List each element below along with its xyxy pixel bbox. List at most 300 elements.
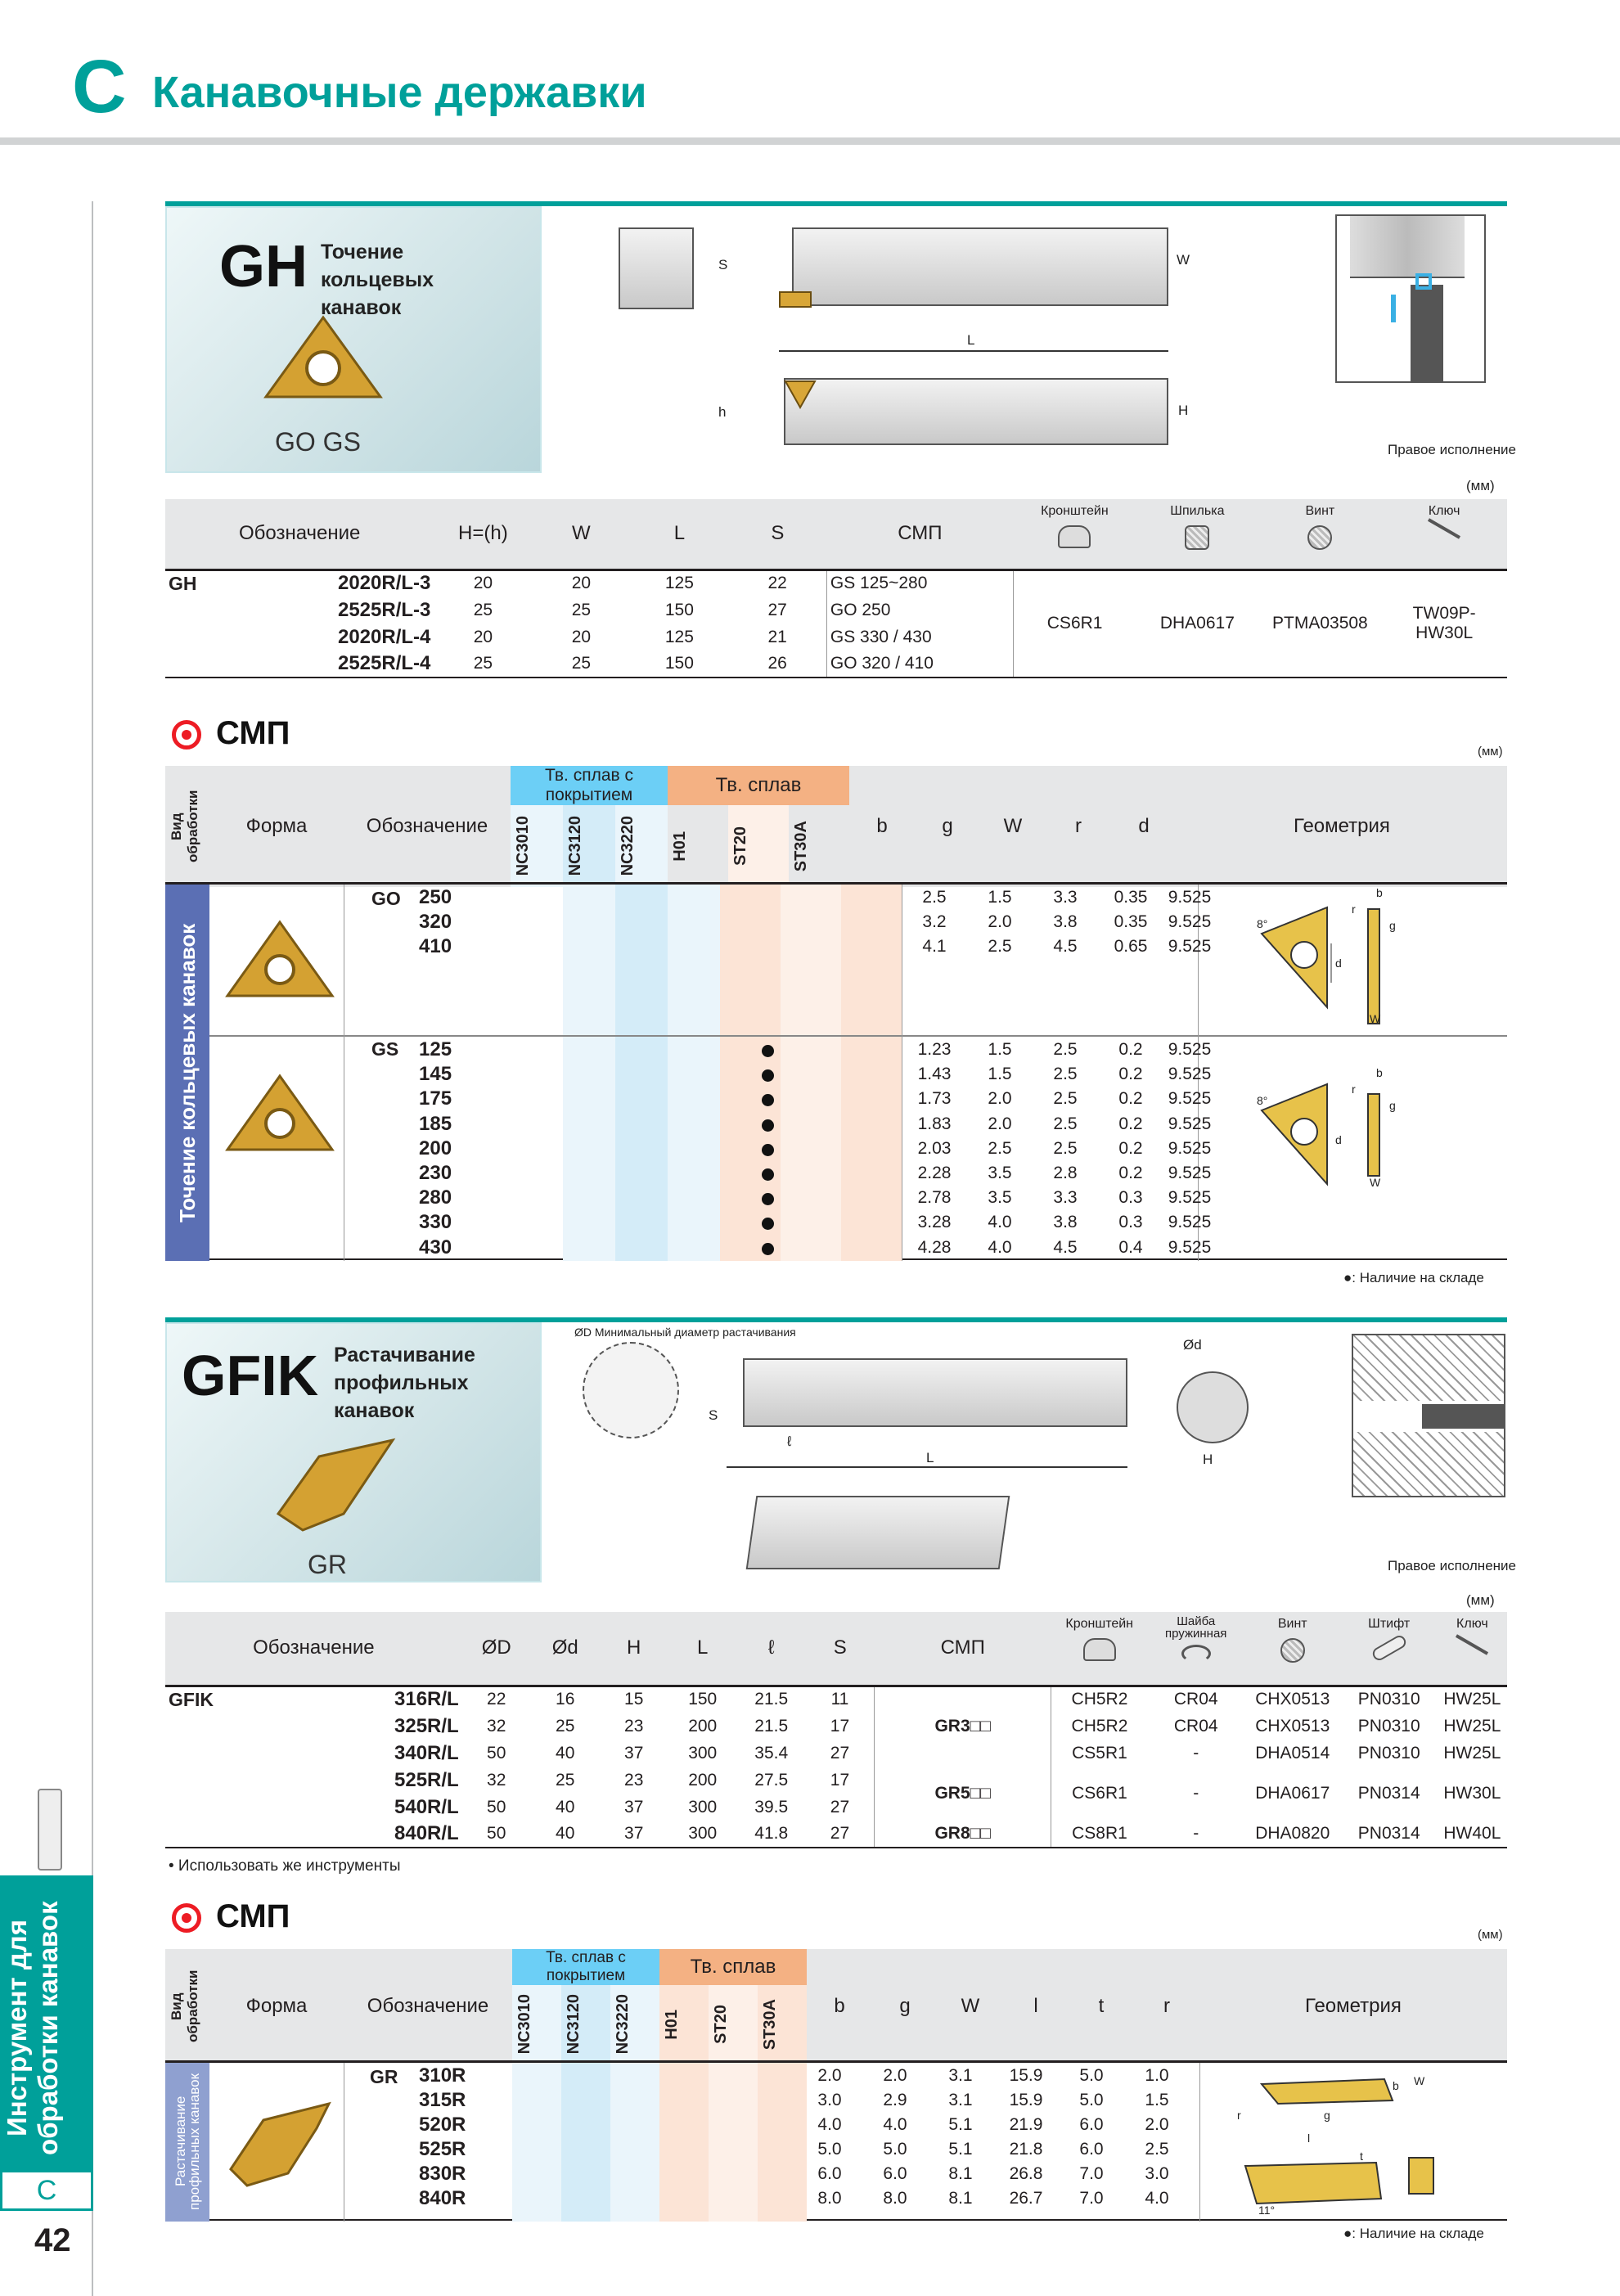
gfik-dim-L-line <box>727 1466 1127 1468</box>
gfik-row-screw: DHA0514 <box>1255 1743 1330 1763</box>
gh-row-H: 20 <box>473 627 493 646</box>
smp2-unit: (мм) <box>1478 1928 1503 1942</box>
gs-geom-r: r <box>1352 1083 1356 1096</box>
insert-r: 0.2 <box>1118 1114 1143 1133</box>
smp2-grade: NC3120 <box>565 1994 583 2055</box>
gfik-group5-screw: DHA0617 <box>1255 1784 1330 1803</box>
gh-h-H: H=(h) <box>434 499 532 569</box>
gfik-group5-washer: - <box>1193 1784 1199 1803</box>
insert-d: 9.525 <box>1168 1089 1212 1109</box>
insert-b: 1.73 <box>917 1089 952 1109</box>
insert-row <box>165 934 1212 958</box>
gr-geom-t: t <box>1360 2150 1363 2163</box>
gfik-row-L: 200 <box>688 1770 718 1790</box>
gfik-row-key: HW25L <box>1443 1716 1501 1736</box>
smp1-title: СМП <box>216 715 290 751</box>
insert-g: 2.0 <box>988 1114 1012 1133</box>
side-tool-icon <box>38 1789 62 1871</box>
gfik-code: GFIK <box>182 1344 319 1407</box>
smp2-body <box>165 2060 1507 2221</box>
insert-b: 8.0 <box>817 2189 842 2208</box>
gfik-row-screw: CHX0513 <box>1255 1716 1330 1736</box>
gh-row-L: 150 <box>664 654 694 673</box>
gh-h-designation: Обозначение <box>165 499 434 569</box>
insert-g: 3.5 <box>988 1188 1012 1208</box>
gfik-h-insert: СМП <box>875 1612 1051 1686</box>
smp2-grade: ST30A <box>761 1998 779 2051</box>
gh-dim-H: H <box>1178 403 1189 418</box>
gfik-row-pin: PN0310 <box>1357 1743 1420 1763</box>
gfik-row-prefix: GFIK <box>169 1688 214 1710</box>
gfik-row-D: 32 <box>487 1770 506 1790</box>
insert-g: 2.5 <box>988 1138 1012 1158</box>
smp2-side-label: Растачивание профильных канавок <box>173 2073 202 2210</box>
gh-row-insert: GO 250 <box>826 597 1013 624</box>
gh-code: GH <box>219 234 308 299</box>
gfik-row-key: HW25L <box>1443 1690 1501 1709</box>
insert-row <box>165 2087 1196 2112</box>
insert-r: 1.0 <box>1145 2066 1169 2085</box>
gh-row-code: 2525R/L-3 <box>337 598 431 621</box>
insert-row <box>165 1185 1212 1209</box>
insert-code: 330 <box>419 1211 452 1234</box>
insert-b: 1.83 <box>917 1114 952 1133</box>
insert-t: 5.0 <box>1079 2066 1104 2085</box>
gh-row-L: 125 <box>664 627 694 646</box>
insert-W: 2.8 <box>1053 1164 1078 1182</box>
smp1-stock-note: ●: Наличие на складе <box>1343 1270 1484 1285</box>
insert-b: 3.0 <box>817 2091 842 2109</box>
insert-d: 9.525 <box>1168 937 1212 956</box>
gh-row-H: 25 <box>473 600 493 619</box>
go-geometry-diagram <box>1229 885 1491 1032</box>
gfik-h-S: S <box>806 1612 875 1686</box>
smp1-h-g: g <box>915 766 980 887</box>
insert-W: 3.1 <box>948 2066 973 2085</box>
gs-geom-b: b <box>1376 1066 1383 1079</box>
gfik-dim-s: S <box>709 1407 718 1423</box>
insert-row <box>165 885 1212 909</box>
insert-W: 2.5 <box>1053 1065 1078 1084</box>
gh-grades: GO GS <box>275 427 361 457</box>
gfik-row-l: 35.4 <box>754 1743 789 1763</box>
gfik-side-view <box>746 1496 1010 1569</box>
gfik-row-D: 50 <box>487 1797 506 1817</box>
insert-g: 2.0 <box>988 1089 1012 1109</box>
gh-h-insert: СМП <box>826 499 1013 569</box>
gfik-row-pin: PN0314 <box>1357 1824 1420 1843</box>
insert-code: 320 <box>419 911 452 933</box>
gfik-group5-key: HW30L <box>1443 1784 1501 1803</box>
smp1-grade: NC3120 <box>566 816 584 876</box>
gfik-row-washer: CR04 <box>1173 1716 1218 1736</box>
gfik-row-L: 150 <box>688 1690 718 1709</box>
bracket-icon <box>1058 525 1091 548</box>
insert-b: 2.5 <box>922 888 947 907</box>
insert-W: 8.1 <box>948 2164 973 2183</box>
stock-dot-icon <box>762 1094 774 1106</box>
insert-r: 2.5 <box>1145 2140 1169 2159</box>
insert-row <box>165 1160 1212 1185</box>
gfik-insert-group: GR5□□ <box>875 1767 1051 1821</box>
gh-row-W: 25 <box>571 654 592 673</box>
insert-row <box>165 1037 1212 1061</box>
insert-W: 8.1 <box>948 2189 973 2208</box>
gh-h-pin: Шпилька <box>1170 504 1225 518</box>
insert-g: 2.0 <box>883 2066 907 2085</box>
insert-row <box>165 2112 1196 2136</box>
gfik-row-key: HW40L <box>1443 1824 1501 1843</box>
insert-l: 26.7 <box>1009 2189 1043 2208</box>
gh-end-view <box>619 227 694 309</box>
gh-h-S: S <box>728 499 826 569</box>
gfik-section-view <box>1177 1371 1249 1443</box>
gfik-h-designation: Обозначение <box>165 1612 462 1686</box>
gfik-row-bracket: CS5R1 <box>1072 1743 1127 1763</box>
insert-W: 4.5 <box>1053 1237 1078 1257</box>
insert-g: 4.0 <box>988 1237 1012 1257</box>
gfik-row-key: HW25L <box>1443 1743 1501 1763</box>
insert-W: 3.3 <box>1053 888 1078 907</box>
gfik-right-label: Правое исполнение <box>1388 1558 1516 1573</box>
insert-g: 4.0 <box>988 1213 1012 1232</box>
insert-g: 2.5 <box>988 937 1012 956</box>
smp1-h-r: r <box>1046 766 1111 887</box>
insert-d: 9.525 <box>1168 1065 1212 1084</box>
insert-r: 2.0 <box>1145 2115 1169 2134</box>
gfik-row-pin: PN0310 <box>1357 1690 1420 1709</box>
insert-r: 0.2 <box>1118 1040 1143 1059</box>
insert-d: 9.525 <box>1168 1213 1212 1232</box>
smp2-grade: H01 <box>663 2009 681 2040</box>
insert-code: 125 <box>419 1038 452 1060</box>
insert-code: 310R <box>419 2064 466 2087</box>
gfik-row-washer: - <box>1193 1824 1199 1843</box>
stock-dot-icon <box>762 1193 774 1205</box>
gfik-h-pin: Штифт <box>1368 1617 1411 1631</box>
gfik-group5-pin: PN0314 <box>1357 1784 1420 1803</box>
gfik-row-D: 50 <box>487 1824 506 1843</box>
gfik-row-D: 32 <box>487 1716 506 1736</box>
gh-row-code: 2020R/L-4 <box>337 625 431 648</box>
insert-r: 0.3 <box>1118 1213 1143 1232</box>
gfik-h-d: Ød <box>531 1612 600 1686</box>
smp2-grade: ST20 <box>712 2005 730 2044</box>
insert-W: 5.1 <box>948 2140 973 2159</box>
insert-code: 840R <box>419 2187 466 2209</box>
insert-code: 410 <box>419 935 452 957</box>
gfik-row-bracket: CS8R1 <box>1072 1824 1127 1843</box>
insert-W: 4.5 <box>1053 937 1078 956</box>
insert-code: 145 <box>419 1063 452 1086</box>
insert-row <box>165 2161 1196 2186</box>
gfik-dim-l-small: ℓ <box>787 1434 792 1449</box>
gh-unit: (мм) <box>1466 478 1495 493</box>
smp2-stock-note: ●: Наличие на складе <box>1343 2226 1484 2241</box>
gh-row-insert: GS 125~280 <box>826 569 1013 597</box>
gfik-row-l: 41.8 <box>754 1824 789 1843</box>
smp1-h-process: Вид обработки <box>169 790 200 863</box>
gfik-row-code: 525R/L <box>394 1768 459 1791</box>
stock-dot-icon <box>762 1119 774 1132</box>
gh-spec-table <box>165 499 1507 678</box>
gfik-row-code: 840R/L <box>394 1822 459 1844</box>
gfik-dim-d: Ød <box>1183 1337 1202 1353</box>
gfik-row-D: 22 <box>487 1690 506 1709</box>
smp2-h-t: t <box>1069 1949 1134 2064</box>
insert-g: 3.5 <box>988 1164 1012 1182</box>
gh-row-L: 150 <box>664 600 694 619</box>
gfik-h-bracket: Кронштейн <box>1065 1617 1134 1631</box>
smp1-grade: NC3220 <box>619 816 637 876</box>
gh-row-W: 20 <box>571 627 592 646</box>
gfik-insert-group: GR3□□ <box>875 1686 1051 1767</box>
gh-row-code: 2525R/L-4 <box>337 652 431 674</box>
gfik-row-l: 27.5 <box>754 1770 789 1790</box>
go-geom-angle: 8° <box>1257 917 1268 930</box>
gh-row-H: 25 <box>473 654 493 673</box>
gh-dim-s: S <box>718 257 728 272</box>
insert-W: 2.5 <box>1053 1040 1078 1059</box>
insert-row <box>165 1209 1212 1234</box>
smp2-h-W: W <box>938 1949 1003 2064</box>
smp1-grade: ST30A <box>792 820 810 872</box>
gfik-row-S: 11 <box>830 1690 849 1709</box>
insert-d: 9.525 <box>1168 888 1212 907</box>
gfik-row-L: 200 <box>688 1716 718 1736</box>
page-title: Канавочные державки <box>152 68 647 117</box>
gfik-row-d: 25 <box>556 1716 575 1736</box>
insert-b: 1.23 <box>917 1040 952 1059</box>
gr-geom-g: g <box>1324 2109 1330 2122</box>
gfik-spec-table <box>165 1612 1507 1848</box>
go-geom-g: g <box>1389 919 1396 932</box>
insert-r: 0.2 <box>1118 1138 1143 1158</box>
gh-insert-image <box>262 311 385 409</box>
insert-d: 9.525 <box>1168 1164 1212 1182</box>
gfik-row-d: 40 <box>556 1743 575 1763</box>
gh-h-bracket: Кронштейн <box>1041 504 1109 518</box>
gfik-h-washer: Шайба пружинная <box>1165 1614 1227 1641</box>
insert-t: 6.0 <box>1079 2140 1104 2159</box>
gfik-row-L: 300 <box>688 1797 718 1817</box>
insert-row <box>165 1235 1212 1259</box>
insert-code: 185 <box>419 1112 452 1135</box>
insert-W: 2.5 <box>1053 1089 1078 1109</box>
gh-dim-l: L <box>967 332 975 348</box>
insert-code: 230 <box>419 1162 452 1184</box>
gh-part-pin: DHA0617 <box>1159 614 1235 633</box>
gh-h-L: L <box>630 499 728 569</box>
gh-dim-h: h <box>718 404 727 420</box>
gfik-row-H: 37 <box>624 1743 644 1763</box>
gfik-insert-image <box>270 1432 401 1538</box>
gr-geom-b: b <box>1393 2079 1399 2092</box>
insert-g: 8.0 <box>883 2189 907 2208</box>
gfik-row-bracket: CH5R2 <box>1071 1716 1128 1736</box>
gfik-row-code: 316R/L <box>394 1688 459 1711</box>
smp1-h-designation: Обозначение <box>344 766 511 887</box>
insert-r: 0.65 <box>1114 937 1148 956</box>
go-geom-b: b <box>1376 886 1383 899</box>
insert-d: 9.525 <box>1168 1237 1212 1257</box>
smp2-h-g: g <box>872 1949 938 2064</box>
left-margin-rule <box>92 201 93 1789</box>
smp2-h-b: b <box>807 1949 872 2064</box>
insert-r: 0.35 <box>1114 912 1148 931</box>
gr-geom-l: l <box>1307 2132 1311 2145</box>
screw-icon <box>1307 525 1332 550</box>
gfik-row-washer: - <box>1193 1743 1199 1763</box>
gfik-row-l: 39.5 <box>754 1797 789 1817</box>
gfik-grade: GR <box>308 1550 347 1579</box>
gfik-top-view <box>743 1358 1127 1427</box>
smp1-table <box>165 766 1507 887</box>
smp1-h-coated: Тв. сплав с покрытием <box>511 766 668 805</box>
gh-subtitle: Точение кольцевых канавок <box>321 241 434 319</box>
gr-geom-r: r <box>1237 2109 1241 2122</box>
gfik-row-H: 23 <box>624 1716 644 1736</box>
gh-row-insert: GO 320 / 410 <box>826 651 1013 678</box>
gfik-row-bracket: CH5R2 <box>1071 1690 1128 1709</box>
insert-b: 2.0 <box>817 2066 842 2085</box>
smp1-h-carbide: Тв. сплав <box>668 766 849 805</box>
smp1-side-label: Точение кольцевых канавок <box>174 923 200 1222</box>
smp2-h-designation: Обозначение <box>344 1949 512 2064</box>
gh-part-key: TW09P-HW30L <box>1412 604 1476 643</box>
gfik-row-S: 27 <box>830 1824 850 1843</box>
insert-code: 430 <box>419 1236 452 1258</box>
smp2-grade: NC3220 <box>614 1994 632 2055</box>
gs-geom-angle: 8° <box>1257 1094 1268 1107</box>
gfik-dim-H: H <box>1203 1452 1213 1467</box>
washer-icon <box>1181 1645 1211 1663</box>
insert-b: 4.28 <box>917 1237 952 1257</box>
gfik-row-H: 23 <box>624 1770 644 1790</box>
gh-row-L: 125 <box>664 574 694 593</box>
smp2-h-geom: Геометрия <box>1199 1949 1507 2064</box>
insert-t: 7.0 <box>1079 2189 1104 2208</box>
gh-row-prefix: GH <box>169 572 197 594</box>
smp2-h-shape: Форма <box>209 1949 344 2064</box>
gfik-row-d: 40 <box>556 1824 575 1843</box>
bracket-icon <box>1083 1638 1116 1661</box>
smp2-marker-icon <box>172 1903 201 1933</box>
gr-prefix: GR <box>370 2066 398 2087</box>
gs-geom-g: g <box>1389 1099 1396 1112</box>
smp1-grade: H01 <box>671 831 689 862</box>
gr-geometry-diagram <box>1229 2068 1491 2218</box>
smp2-table <box>165 1949 1507 2064</box>
gfik-row-code: 540R/L <box>394 1795 459 1818</box>
gr-geom-angle: 11° <box>1258 2204 1276 2217</box>
insert-row <box>165 1136 1212 1160</box>
side-tab-label: Инструмент для обработки канавок <box>2 1901 63 2156</box>
gh-row-S: 22 <box>767 574 787 593</box>
gfik-row-S: 27 <box>830 1797 850 1817</box>
gfik-row-H: 15 <box>624 1690 644 1709</box>
gfik-row-L: 300 <box>688 1824 718 1843</box>
gfik-application-view <box>1352 1334 1505 1497</box>
insert-code: 520R <box>419 2114 466 2136</box>
insert-code: 315R <box>419 2089 466 2111</box>
gfik-row-pin: PN0310 <box>1357 1716 1420 1736</box>
smp2-h-carbide: Тв. сплав <box>659 1949 807 1985</box>
insert-g: 4.0 <box>883 2115 907 2134</box>
gfik-h-l: ℓ <box>737 1612 806 1686</box>
stock-dot-icon <box>762 1045 774 1057</box>
insert-row <box>165 1111 1212 1136</box>
gh-h-screw: Винт <box>1305 504 1335 518</box>
smp1-grade: ST20 <box>731 826 749 866</box>
gfik-group5-bracket: CS6R1 <box>1072 1784 1127 1803</box>
insert-r: 0.2 <box>1118 1164 1143 1182</box>
gfik-row-S: 17 <box>830 1770 850 1790</box>
stock-dot-icon <box>762 1168 774 1181</box>
gh-row-H: 20 <box>473 574 493 593</box>
insert-W: 3.8 <box>1053 912 1078 931</box>
insert-W: 3.1 <box>948 2091 973 2109</box>
gfik-row-code: 325R/L <box>394 1714 459 1737</box>
gh-row-W: 20 <box>571 574 592 593</box>
gh-row-S: 21 <box>767 627 787 646</box>
insert-l: 21.8 <box>1009 2140 1043 2159</box>
insert-row <box>165 2136 1196 2161</box>
gh-insert-tip <box>779 291 812 308</box>
go-geom-d: d <box>1335 957 1342 970</box>
insert-l: 15.9 <box>1009 2066 1043 2085</box>
gr-geom-w: W <box>1414 2074 1425 2087</box>
smp1-marker-icon <box>172 720 201 750</box>
insert-t: 6.0 <box>1079 2115 1104 2134</box>
insert-g: 5.0 <box>883 2140 907 2159</box>
insert-l: 15.9 <box>1009 2091 1043 2109</box>
gfik-bore-view <box>583 1342 679 1438</box>
insert-d: 9.525 <box>1168 1188 1212 1208</box>
insert-code: 250 <box>419 886 452 908</box>
insert-row <box>165 2186 1196 2210</box>
insert-code: 200 <box>419 1137 452 1159</box>
go-geom-w: W <box>1370 1012 1381 1025</box>
gh-row-code: 2020R/L-3 <box>337 572 431 595</box>
insert-b: 2.78 <box>917 1188 952 1208</box>
gfik-dim-L: L <box>926 1450 934 1465</box>
gfik-h-L: L <box>668 1612 737 1686</box>
insert-r: 4.0 <box>1145 2189 1169 2208</box>
go-geom-r: r <box>1352 903 1356 916</box>
gfik-row-d: 40 <box>556 1797 575 1817</box>
smp1-h-geom: Геометрия <box>1177 766 1507 887</box>
insert-r: 1.5 <box>1145 2091 1169 2109</box>
gfik-h-D: ØD <box>462 1612 531 1686</box>
smp2-grade: NC3010 <box>515 1994 533 2055</box>
gfik-subtitle: Растачивание профильных канавок <box>334 1344 475 1422</box>
insert-l: 26.8 <box>1009 2164 1043 2183</box>
insert-code: 525R <box>419 2138 466 2160</box>
gh-h-W: W <box>532 499 630 569</box>
key-icon <box>1428 518 1460 538</box>
stock-dot-icon <box>762 1144 774 1156</box>
screw-icon <box>1280 1638 1305 1663</box>
smp1-h-b: b <box>849 766 915 887</box>
insert-r: 3.0 <box>1145 2164 1169 2183</box>
insert-r: 0.3 <box>1118 1188 1143 1208</box>
insert-W: 2.5 <box>1053 1138 1078 1158</box>
insert-b: 5.0 <box>817 2140 842 2159</box>
insert-W: 3.8 <box>1053 1213 1078 1232</box>
smp2-h-l: l <box>1003 1949 1069 2064</box>
insert-W: 2.5 <box>1053 1114 1078 1133</box>
